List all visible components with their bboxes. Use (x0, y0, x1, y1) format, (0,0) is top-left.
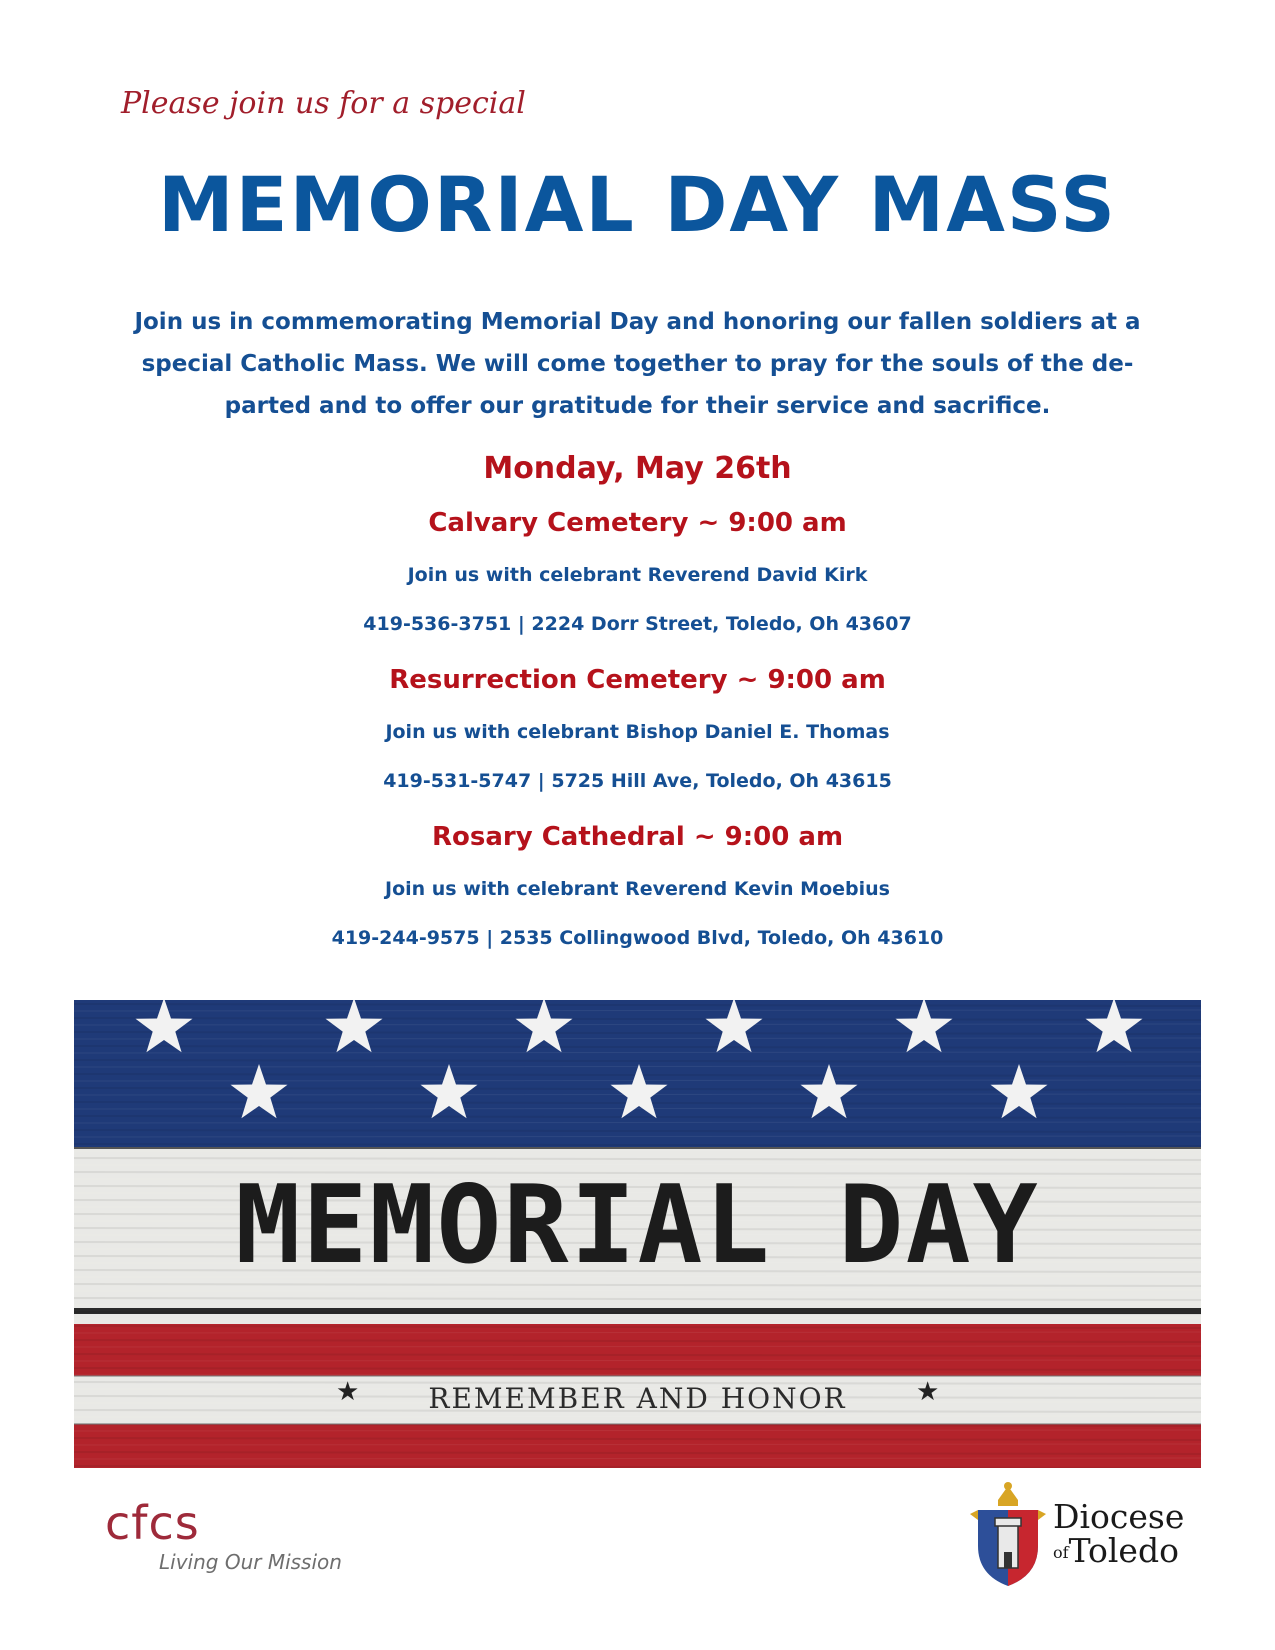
description-line: special Catholic Mass. We will come together to pray for the souls of the de- (141, 351, 1134, 377)
venue-heading: Resurrection Cemetery ~ 9:00 am (389, 665, 886, 695)
description-line: parted and to offer our gratitude for their service and sacrifice. (224, 393, 1051, 419)
page-title: MEMORIAL DAY MASS (158, 160, 1117, 249)
description-line: Join us in commemorating Memorial Day and honoring our fallen soldiers at a (134, 309, 1141, 335)
celebrant-line: Join us with celebrant Reverend David Kirk (407, 564, 868, 586)
banner-tagline: REMEMBER AND HONOR (428, 1382, 847, 1415)
event-date: Monday, May 26th (483, 451, 792, 486)
cfcs-logo-mark: cfcs (105, 1496, 200, 1550)
contact-line: 419-531-5747 | 5725 Hill Ave, Toledo, Oh 43615 (383, 770, 892, 792)
diocese-logo-line2: Toledo (1068, 1531, 1179, 1570)
description (110, 301, 1165, 427)
celebrant-line: Join us with celebrant Reverend Kevin Moebius (385, 878, 890, 900)
celebrant-line: Join us with celebrant Bishop Daniel E. Thomas (385, 721, 890, 743)
banner-title: MEMORIAL DAY (235, 1163, 1040, 1288)
venue-heading: Calvary Cemetery ~ 9:00 am (428, 508, 847, 538)
diocese-logo-line1: Diocese (1053, 1497, 1185, 1536)
venue-heading: Rosary Cathedral ~ 9:00 am (431, 822, 844, 852)
star-icon: ★ (336, 1377, 360, 1407)
diocese-logo-text (1053, 1497, 1185, 1570)
contact-line: 419-536-3751 | 2224 Dorr Street, Toledo, Oh 43607 (363, 613, 912, 635)
diocese-logo-of: of (1053, 1543, 1069, 1562)
diocese-logo (968, 1480, 1183, 1590)
cfcs-logo (105, 1496, 342, 1574)
intro-line: Please join us for a special (121, 86, 526, 121)
star-icon: ★ (916, 1377, 940, 1407)
cfcs-logo-tagline: Living Our Mission (159, 1550, 342, 1574)
memorial-day-banner (74, 1000, 1201, 1468)
diocese-crest-icon (968, 1480, 1048, 1590)
contact-line: 419-244-9575 | 2535 Collingwood Blvd, Toledo, Oh 43610 (331, 927, 944, 949)
